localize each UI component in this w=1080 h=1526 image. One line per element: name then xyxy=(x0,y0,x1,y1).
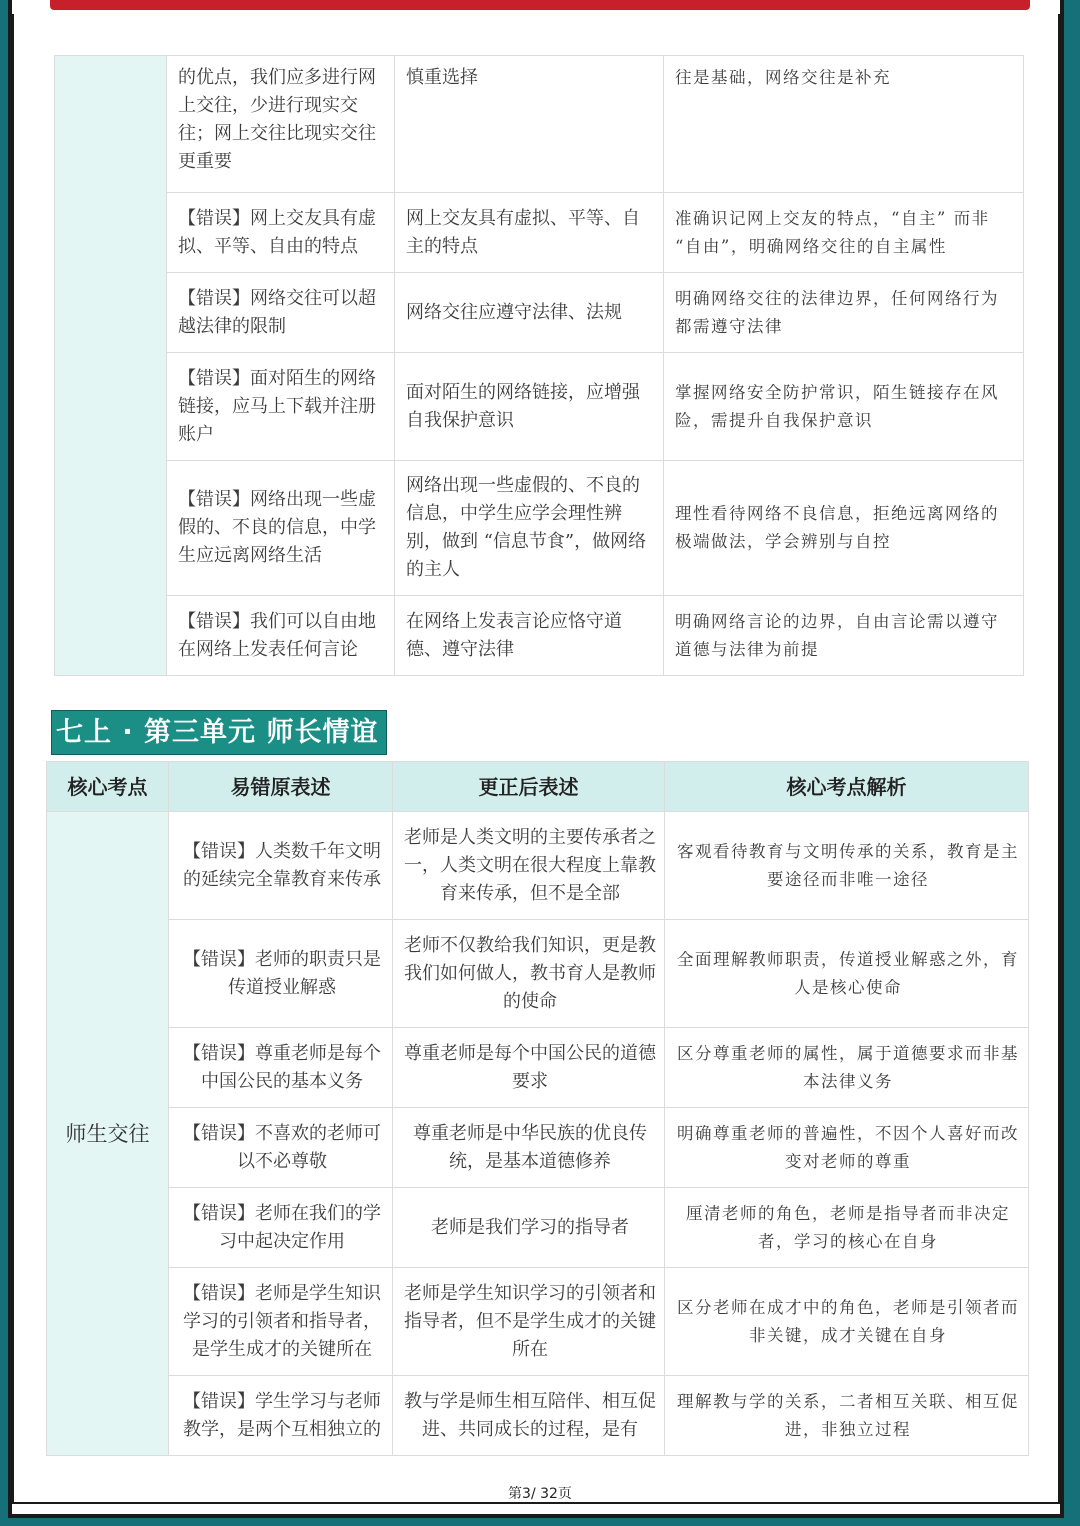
wrong-statement: 【错误】老师在我们的学习中起决定作用 xyxy=(169,1188,393,1268)
analysis: 客观看待教育与文明传承的关系，教育是主要途径而非唯一途径 xyxy=(665,812,1029,920)
table-network-section xyxy=(54,55,1024,676)
analysis: 明确网络言论的边界，自由言论需以遵守道德与法律为前提 xyxy=(664,596,1024,676)
wrong-statement: 【错误】网络出现一些虚假的、不良的信息，中学生应远离网络生活 xyxy=(167,461,395,596)
analysis: 理性看待网络不良信息，拒绝远离网络的极端做法，学会辨别与自控 xyxy=(664,461,1024,596)
header-analysis: 核心考点解析 xyxy=(665,762,1029,812)
corrected-statement: 老师不仅教给我们知识，更是教我们如何做人，教书育人是教师的使命 xyxy=(393,920,665,1028)
table-row xyxy=(47,1188,1029,1268)
wrong-statement: 【错误】不喜欢的老师可以不必尊敬 xyxy=(169,1108,393,1188)
wrong-statement: 【错误】我们可以自由地在网络上发表任何言论 xyxy=(167,596,395,676)
table-row xyxy=(55,461,1024,596)
table-row xyxy=(47,1108,1029,1188)
corrected-statement: 老师是人类文明的主要传承者之一，人类文明在很大程度上靠教育来传承，但不是全部 xyxy=(393,812,665,920)
table-row xyxy=(47,1376,1029,1456)
wrong-statement: 【错误】人类数千年文明的延续完全靠教育来传承 xyxy=(169,812,393,920)
wrong-statement: 【错误】老师是学生知识学习的引领者和指导者，是学生成才的关键所在 xyxy=(169,1268,393,1376)
topic-cell xyxy=(55,56,167,676)
table-row xyxy=(47,920,1029,1028)
table-row xyxy=(47,1028,1029,1108)
corrected-statement: 在网络上发表言论应恪守道德、遵守法律 xyxy=(395,596,664,676)
table-row xyxy=(55,56,1024,193)
corrected-statement: 教与学是师生相互陪伴、相互促进、共同成长的过程，是有 xyxy=(393,1376,665,1456)
table-header-row xyxy=(47,762,1029,812)
top-banner-bar xyxy=(50,0,1030,10)
corrected-statement: 慎重选择 xyxy=(395,56,664,193)
corrected-statement: 老师是学生知识学习的引领者和指导者，但不是学生成才的关键所在 xyxy=(393,1268,665,1376)
corrected-statement: 网络交往应遵守法律、法规 xyxy=(395,273,664,353)
table-row xyxy=(55,273,1024,353)
page-number: 第3/ 32页 xyxy=(508,1486,572,1502)
corrected-statement: 面对陌生的网络链接，应增强自我保护意识 xyxy=(395,353,664,461)
section-title: 七上 · 第三单元 师长情谊 xyxy=(51,710,387,755)
analysis: 区分尊重老师的属性，属于道德要求而非基本法律义务 xyxy=(665,1028,1029,1108)
wrong-statement: 【错误】网上交友具有虚拟、平等、自由的特点 xyxy=(167,193,395,273)
analysis: 厘清老师的角色，老师是指导者而非决定者，学习的核心在自身 xyxy=(665,1188,1029,1268)
table-row xyxy=(55,193,1024,273)
wrong-statement: 【错误】尊重老师是每个中国公民的基本义务 xyxy=(169,1028,393,1108)
table-teacher-section xyxy=(46,761,1029,1456)
analysis: 往是基础，网络交往是补充 xyxy=(664,56,1024,193)
analysis: 明确网络交往的法律边界，任何网络行为都需遵守法律 xyxy=(664,273,1024,353)
header-wrong-statement: 易错原表述 xyxy=(169,762,393,812)
header-core-point: 核心考点 xyxy=(47,762,169,812)
wrong-statement: 【错误】网络交往可以超越法律的限制 xyxy=(167,273,395,353)
analysis: 明确尊重老师的普遍性，不因个人喜好而改变对老师的尊重 xyxy=(665,1108,1029,1188)
analysis: 区分老师在成才中的角色，老师是引领者而非关键，成才关键在自身 xyxy=(665,1268,1029,1376)
analysis: 掌握网络安全防护常识，陌生链接存在风险，需提升自我保护意识 xyxy=(664,353,1024,461)
corrected-statement: 网上交友具有虚拟、平等、自主的特点 xyxy=(395,193,664,273)
table-row xyxy=(47,1268,1029,1376)
table-row xyxy=(55,353,1024,461)
wrong-statement: 【错误】老师的职责只是传道授业解惑 xyxy=(169,920,393,1028)
corrected-statement: 尊重老师是中华民族的优良传统，是基本道德修养 xyxy=(393,1108,665,1188)
analysis: 理解教与学的关系，二者相互关联、相互促进，非独立过程 xyxy=(665,1376,1029,1456)
wrong-statement: 的优点，我们应多进行网上交往，少进行现实交往；网上交往比现实交往更重要 xyxy=(167,56,395,193)
corrected-statement: 尊重老师是每个中国公民的道德要求 xyxy=(393,1028,665,1108)
header-corrected-statement: 更正后表述 xyxy=(393,762,665,812)
table-row xyxy=(47,812,1029,920)
analysis: 全面理解教师职责，传道授业解惑之外，育人是核心使命 xyxy=(665,920,1029,1028)
corrected-statement: 老师是我们学习的指导者 xyxy=(393,1188,665,1268)
analysis: 准确识记网上交友的特点，“自主” 而非 “自由”，明确网络交往的自主属性 xyxy=(664,193,1024,273)
wrong-statement: 【错误】学生学习与老师教学，是两个互相独立的 xyxy=(169,1376,393,1456)
corrected-statement: 网络出现一些虚假的、不良的信息，中学生应学会理性辨别，做到 “信息节食”，做网络的主人 xyxy=(395,461,664,596)
wrong-statement: 【错误】面对陌生的网络链接，应马上下载并注册账户 xyxy=(167,353,395,461)
table-row xyxy=(55,596,1024,676)
topic-cell: 师生交往 xyxy=(47,812,169,1456)
